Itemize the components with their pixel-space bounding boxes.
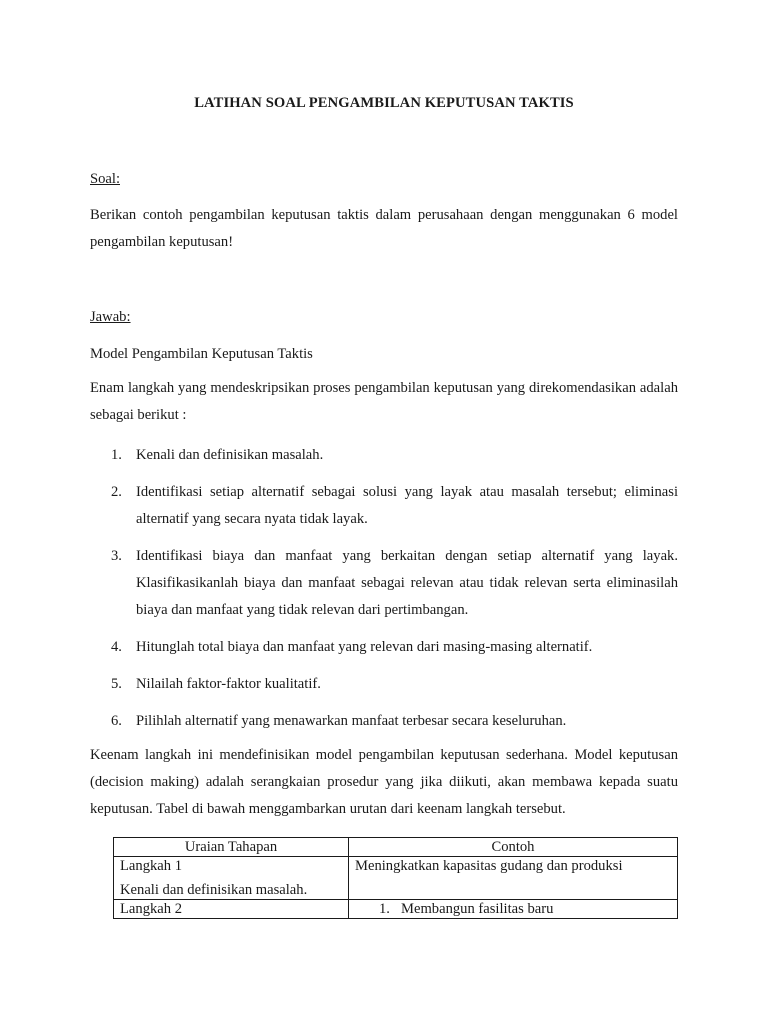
soal-label: Soal: [90,171,120,187]
list-item-number: 3. [111,548,122,564]
steps-table [113,837,678,919]
table-row [114,857,678,900]
closing-paragraph: Keenam langkah ini mendefinisikan model pengambilan keputusan sederhana. Model keputusan (decision making) adalah serangkaian prosedur yang jika diikuti, akan membawa kepada suatu keputusan. Tabel di bawah menggambarkan urutan dari keenam langkah tersebut. [90,747,678,817]
table-header-uraian: Uraian Tahapan [114,838,349,857]
list-item-number: 6. [111,713,122,729]
model-heading: Model Pengambilan Keputusan Taktis [90,346,313,362]
list-item-text: Pilihlah alternatif yang menawarkan manfaat terbesar secara keseluruhan. [136,713,567,729]
table-cell-step [114,900,349,919]
list-item-number: 1. [111,447,122,463]
list-item [90,442,678,469]
jawab-label: Jawab: [90,309,131,325]
list-item-text: Identifikasi biaya dan manfaat yang berkaitan dengan setiap alternatif yang layak. Klasifikasikanlah biaya dan manfaat sebagai relevan atau tidak relevan serta eliminasilah biaya dan manfaat yang tidak relevan dari pertimbangan. [136,548,678,618]
table-step-label: Langkah 1 [120,858,183,874]
list-item-number: 4. [111,639,122,655]
list-item-text: Hitunglah total biaya dan manfaat yang relevan dari masing-masing alternatif. [136,639,593,655]
table-example-text: Membangun fasilitas baru [401,901,554,917]
table-cell-example [349,857,678,900]
list-item [90,671,678,698]
table-header-row [114,838,678,857]
steps-list [90,442,678,735]
table-cell-example [349,900,678,919]
table-cell-step [114,857,349,900]
list-item [90,708,678,735]
table-step-desc: Kenali dan definisikan masalah. [120,882,308,898]
table-example-item [355,901,671,917]
list-item-text: Identifikasi setiap alternatif sebagai solusi yang layak atau masalah tersebut; eliminasi alternatif yang secara nyata tidak layak. [136,484,678,527]
list-item-number: 5. [111,676,122,692]
document-title: LATIHAN SOAL PENGAMBILAN KEPUTUSAN TAKTIS [194,95,574,111]
table-example-text: Meningkatkan kapasitas gudang dan produksi [355,858,623,874]
list-item-text: Kenali dan definisikan masalah. [136,447,324,463]
table-step-label: Langkah 2 [120,901,183,917]
intro-paragraph: Enam langkah yang mendeskripsikan proses pengambilan keputusan yang direkomendasikan adalah sebagai berikut : [90,380,678,423]
soal-section [90,170,678,188]
soal-text: Berikan contoh pengambilan keputusan taktis dalam perusahaan dengan menggunakan 6 model pengambilan keputusan! [90,207,678,250]
list-item [90,543,678,624]
jawab-section [90,308,678,326]
list-item [90,634,678,661]
list-item-number: 2. [111,484,122,500]
table-row [114,900,678,919]
list-item-text: Nilailah faktor-faktor kualitatif. [136,676,321,692]
list-item [90,479,678,533]
table-header-contoh: Contoh [349,838,678,857]
table-example-number: 1. [379,901,390,917]
